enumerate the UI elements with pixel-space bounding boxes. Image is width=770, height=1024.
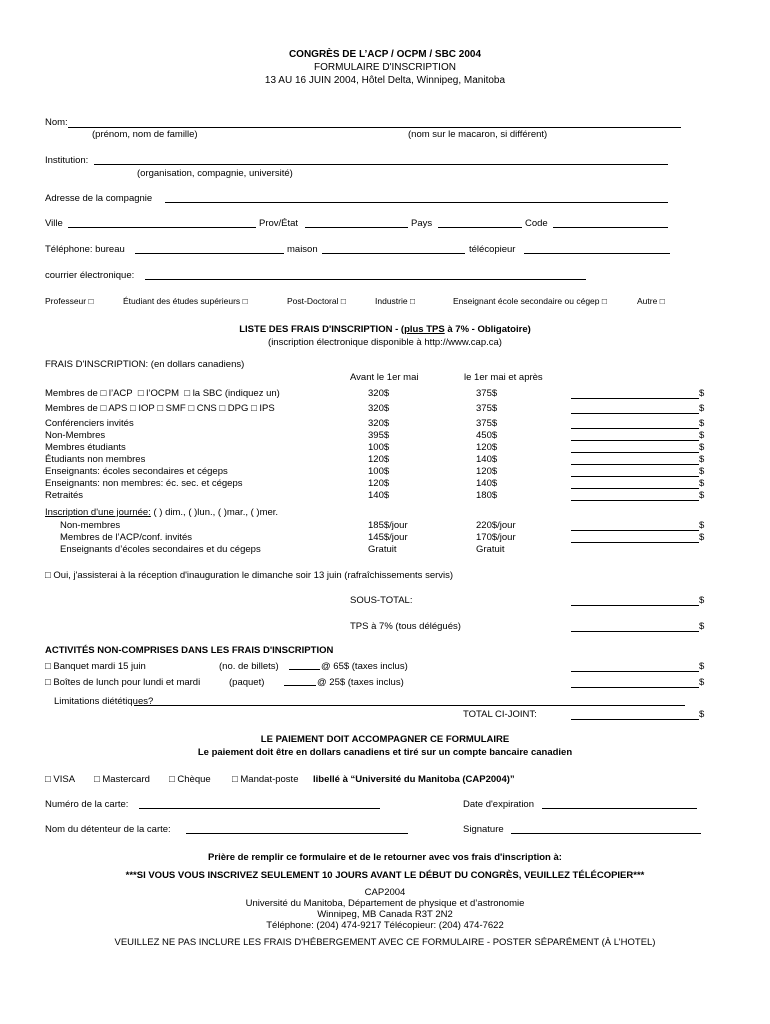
institution-field[interactable]: [94, 164, 668, 165]
checkbox-aps[interactable]: □: [100, 403, 107, 414]
payable-to: libellé à “Université du Manitoba (CAP2004)”: [313, 774, 515, 785]
amount-field[interactable]: [571, 533, 699, 543]
lunch-qty-field[interactable]: [284, 685, 316, 686]
card-number-field[interactable]: [139, 808, 380, 809]
return-prompt: Prière de remplir ce formulaire et de le retourner avec vos frais d'inscription à:: [208, 852, 562, 863]
fax-notice: ***SI VOUS VOUS INSCRIVEZ SEULEMENT 10 JOURS AVANT LE DÉBUT DU CONGRÈS, VEUILLEZ TÉLÉCOPIER***: [125, 870, 645, 881]
checkbox-ips[interactable]: □: [251, 403, 257, 414]
fee-before: 100$: [368, 466, 390, 477]
subtotal-field[interactable]: [571, 596, 699, 606]
dollar-sign: $: [699, 388, 705, 399]
checkbox-icon: □: [409, 296, 416, 306]
members-other-row: Membres de □ APS □ IOP □ SMF □ CNS □ DPG □ IPS: [45, 403, 275, 414]
payment-title: LE PAIEMENT DOIT ACCOMPAGNER CE FORMULAIRE: [260, 734, 510, 745]
address-line-1: CAP2004: [364, 887, 406, 898]
address-line-4: Téléphone: (204) 474-9217 Télécopieur: (204) 474-7622: [266, 920, 504, 931]
gst-label: TPS à 7% (tous délégués): [350, 621, 461, 632]
postal-code-label: Code: [525, 218, 548, 229]
day-row-label: Membres de l’ACP/conf. invités: [60, 532, 192, 543]
fees-currency-label: FRAIS D'INSCRIPTION: (en dollars canadiens): [45, 359, 245, 370]
province-label: Prov/État: [259, 218, 299, 229]
lunch-checkbox[interactable]: □ Boîtes de lunch pour lundi et mardi: [45, 677, 201, 688]
phone-office-field[interactable]: [135, 253, 284, 254]
checkbox-icon: □: [94, 774, 100, 785]
fee-before: 320$: [368, 388, 390, 399]
checkbox-cns[interactable]: □: [188, 403, 195, 414]
category-postdoc[interactable]: Post-Doctoral □: [287, 296, 347, 306]
amount-field[interactable]: [571, 389, 699, 399]
dollar-sign: $: [699, 661, 705, 672]
country-label: Pays: [411, 218, 433, 229]
checkbox-icon: □: [45, 677, 51, 688]
phone-office-label: Téléphone: bureau: [45, 244, 125, 255]
fee-row-label: Non-Membres: [45, 430, 106, 441]
pay-cheque[interactable]: □ Chèque: [169, 774, 211, 785]
fee-after: Gratuit: [476, 544, 505, 555]
address-field[interactable]: [165, 202, 668, 203]
banquet-price: @ 65$ (taxes inclus): [321, 661, 408, 672]
dollar-sign: $: [699, 621, 705, 632]
checkbox-icon: □: [88, 296, 94, 306]
fee-after: 375$: [476, 388, 498, 399]
institution-label: Institution:: [45, 155, 89, 166]
fee-before: 100$: [368, 442, 390, 453]
checkbox-icon: □: [45, 661, 51, 672]
fee-before: Gratuit: [368, 544, 397, 555]
form-date-place: 13 AU 16 JUIN 2004, Hôtel Delta, Winnipeg, Manitoba: [264, 75, 506, 86]
email-label: courrier électronique:: [45, 270, 135, 281]
fee-before: 320$: [368, 418, 390, 429]
members-cap-row: Membres de □ l’ACP □ l’OCPM □ la SBC (indiquez un): [45, 388, 280, 399]
form-title: CONGRÈS DE L’ACP / OCPM / SBC 2004: [288, 49, 482, 60]
fee-after: 450$: [476, 430, 498, 441]
checkbox-icon: □: [601, 296, 608, 306]
fee-after: 140$: [476, 478, 498, 489]
dollar-sign: $: [699, 466, 705, 477]
dollar-sign: $: [699, 454, 705, 465]
phone-home-field[interactable]: [322, 253, 465, 254]
fee-row-label: Enseignants: écoles secondaires et cégeps: [45, 466, 228, 477]
name-field[interactable]: [68, 127, 681, 128]
dollar-sign: $: [699, 442, 705, 453]
total-label: TOTAL CI-JOINT:: [463, 709, 537, 720]
gst-field[interactable]: [571, 622, 699, 632]
fees-subtitle: (inscription électronique disponible à http://www.cap.ca): [268, 337, 502, 348]
fee-before: 140$: [368, 490, 390, 501]
address-line-3: Winnipeg, MB Canada R3T 2N2: [317, 909, 453, 920]
lunch-price: @ 25$ (taxes inclus): [317, 677, 404, 688]
category-industry[interactable]: Industrie □: [375, 296, 416, 306]
activities-title: ACTIVITÉS NON-COMPRISES DANS LES FRAIS D'INSCRIPTION: [45, 645, 334, 656]
checkbox-dpg[interactable]: □: [219, 403, 226, 414]
dollar-sign: $: [699, 430, 705, 441]
checkbox-icon: □: [659, 296, 665, 306]
dollar-sign: $: [699, 520, 705, 531]
banquet-checkbox[interactable]: □ Banquet mardi 15 juin: [45, 661, 146, 672]
fee-row-label: Membres étudiants: [45, 442, 126, 453]
fees-title: LISTE DES FRAIS D'INSCRIPTION - (plus TPS à 7% - Obligatoire): [239, 324, 531, 335]
dollar-sign: $: [699, 418, 705, 429]
name-hint-first-last: (prénom, nom de famille): [92, 129, 198, 140]
amount-field[interactable]: [571, 443, 699, 453]
cardholder-field[interactable]: [186, 833, 408, 834]
city-field[interactable]: [68, 227, 256, 228]
category-teacher[interactable]: Enseignant école secondaire ou cégep □: [453, 296, 608, 306]
reception-checkbox[interactable]: □ Oui, j'assisterai à la réception d'inauguration le dimanche soir 13 juin (rafraîchissements servis): [45, 570, 454, 581]
expiry-label: Date d'expiration: [463, 799, 534, 810]
checkbox-icon: □: [169, 774, 175, 785]
subtotal-label: SOUS-TOTAL:: [350, 595, 413, 606]
amount-field[interactable]: [571, 419, 699, 429]
banquet-amount-field[interactable]: [571, 662, 699, 672]
dollar-sign: $: [699, 595, 705, 606]
fee-before: 320$: [368, 403, 390, 414]
checkbox-acp[interactable]: □: [100, 388, 107, 399]
card-number-label: Numéro de la carte:: [45, 799, 129, 810]
category-other[interactable]: Autre □: [637, 296, 665, 306]
province-field[interactable]: [305, 227, 408, 228]
address-label: Adresse de la compagnie: [45, 193, 153, 204]
total-field[interactable]: [571, 710, 699, 720]
lunch-amount-field[interactable]: [571, 678, 699, 688]
name-hint-badge: (nom sur le macaron, si différent): [408, 129, 548, 140]
fee-after: 170$/jour: [476, 532, 516, 543]
checkbox-iop[interactable]: □: [129, 403, 136, 414]
dollar-sign: $: [699, 677, 705, 688]
pay-money-order[interactable]: □ Mandat-poste: [232, 774, 299, 785]
checkbox-sbc[interactable]: □: [184, 388, 191, 399]
dollar-sign: $: [699, 709, 705, 720]
dollar-sign: $: [699, 532, 705, 543]
checkbox-icon: □: [340, 296, 347, 306]
checkbox-icon: □: [242, 296, 248, 306]
category-grad-student[interactable]: Étudiant des études supérieurs □: [123, 296, 248, 306]
fax-field[interactable]: [524, 253, 670, 254]
fee-row-label: Étudiants non membres: [45, 454, 146, 465]
amount-field[interactable]: [571, 491, 699, 501]
diet-field[interactable]: [134, 705, 685, 706]
fee-before: 145$/jour: [368, 532, 408, 543]
amount-field[interactable]: [571, 404, 699, 414]
postal-code-field[interactable]: [553, 227, 668, 228]
email-field[interactable]: [145, 279, 586, 280]
fee-before: 120$: [368, 478, 390, 489]
institution-hint: (organisation, compagnie, université): [137, 168, 293, 179]
diet-label: Limitations diététiques?: [54, 696, 154, 707]
lodging-note: VEUILLEZ NE PAS INCLURE LES FRAIS D'HÉBERGEMENT AVEC CE FORMULAIRE - POSTER SÉPARÉMENT (À L’HOTEL): [114, 937, 656, 948]
signature-label: Signature: [463, 824, 504, 835]
dollar-sign: $: [699, 490, 705, 501]
checkbox-ocpm[interactable]: □: [137, 388, 144, 399]
fax-label: télécopieur: [469, 244, 516, 255]
fee-row-label: Conférenciers invités: [45, 418, 134, 429]
address-line-2: Université du Manitoba, Département de physique et d’astronomie: [245, 898, 525, 909]
fee-after: 220$/jour: [476, 520, 516, 531]
fee-after: 120$: [476, 466, 498, 477]
payment-subtitle: Le paiement doit être en dollars canadiens et tiré sur un compte bancaire canadien: [197, 747, 573, 758]
amount-field[interactable]: [571, 455, 699, 465]
city-label: Ville: [45, 218, 63, 229]
fee-before: 120$: [368, 454, 390, 465]
name-label: Nom:: [45, 117, 68, 128]
fee-after: 375$: [476, 418, 498, 429]
category-professor[interactable]: Professeur □: [45, 296, 94, 306]
fee-before: 395$: [368, 430, 390, 441]
amount-field[interactable]: [571, 431, 699, 441]
checkbox-smf[interactable]: □: [157, 403, 163, 414]
banquet-qty-label: (no. de billets): [219, 661, 279, 672]
lunch-qty-label: (paquet): [229, 677, 265, 688]
signature-field[interactable]: [511, 833, 701, 834]
col-after-may: le 1er mai et après: [464, 372, 543, 383]
phone-home-label: maison: [287, 244, 318, 255]
fee-after: 120$: [476, 442, 498, 453]
pay-visa[interactable]: □ VISA: [45, 774, 76, 785]
day-row-label: Enseignants d’écoles secondaires et du cégeps: [60, 544, 261, 555]
fee-after: 375$: [476, 403, 498, 414]
country-field[interactable]: [438, 227, 522, 228]
expiry-field[interactable]: [542, 808, 697, 809]
col-before-may: Avant le 1er mai: [350, 372, 419, 383]
fee-after: 180$: [476, 490, 498, 501]
pay-mastercard[interactable]: □ Mastercard: [94, 774, 150, 785]
form-subtitle: FORMULAIRE D'INSCRIPTION: [314, 62, 456, 73]
amount-field[interactable]: [571, 521, 699, 531]
day-registration-label: Inscription d'une journée: ( ) dim., ( )lun., ( )mar., ( )mer.: [45, 507, 279, 518]
day-row-label: Non-membres: [60, 520, 121, 531]
fee-after: 140$: [476, 454, 498, 465]
fee-row-label: Enseignants: non membres: éc. sec. et cégeps: [45, 478, 243, 489]
checkbox-icon: □: [45, 570, 51, 581]
fee-before: 185$/jour: [368, 520, 408, 531]
amount-field[interactable]: [571, 467, 699, 477]
fee-row-label: Retraités: [45, 490, 84, 501]
dollar-sign: $: [699, 478, 705, 489]
amount-field[interactable]: [571, 479, 699, 489]
dollar-sign: $: [699, 403, 705, 414]
cardholder-label: Nom du détenteur de la carte:: [45, 824, 171, 835]
checkbox-icon: □: [232, 774, 238, 785]
checkbox-icon: □: [45, 774, 51, 785]
banquet-qty-field[interactable]: [289, 669, 320, 670]
